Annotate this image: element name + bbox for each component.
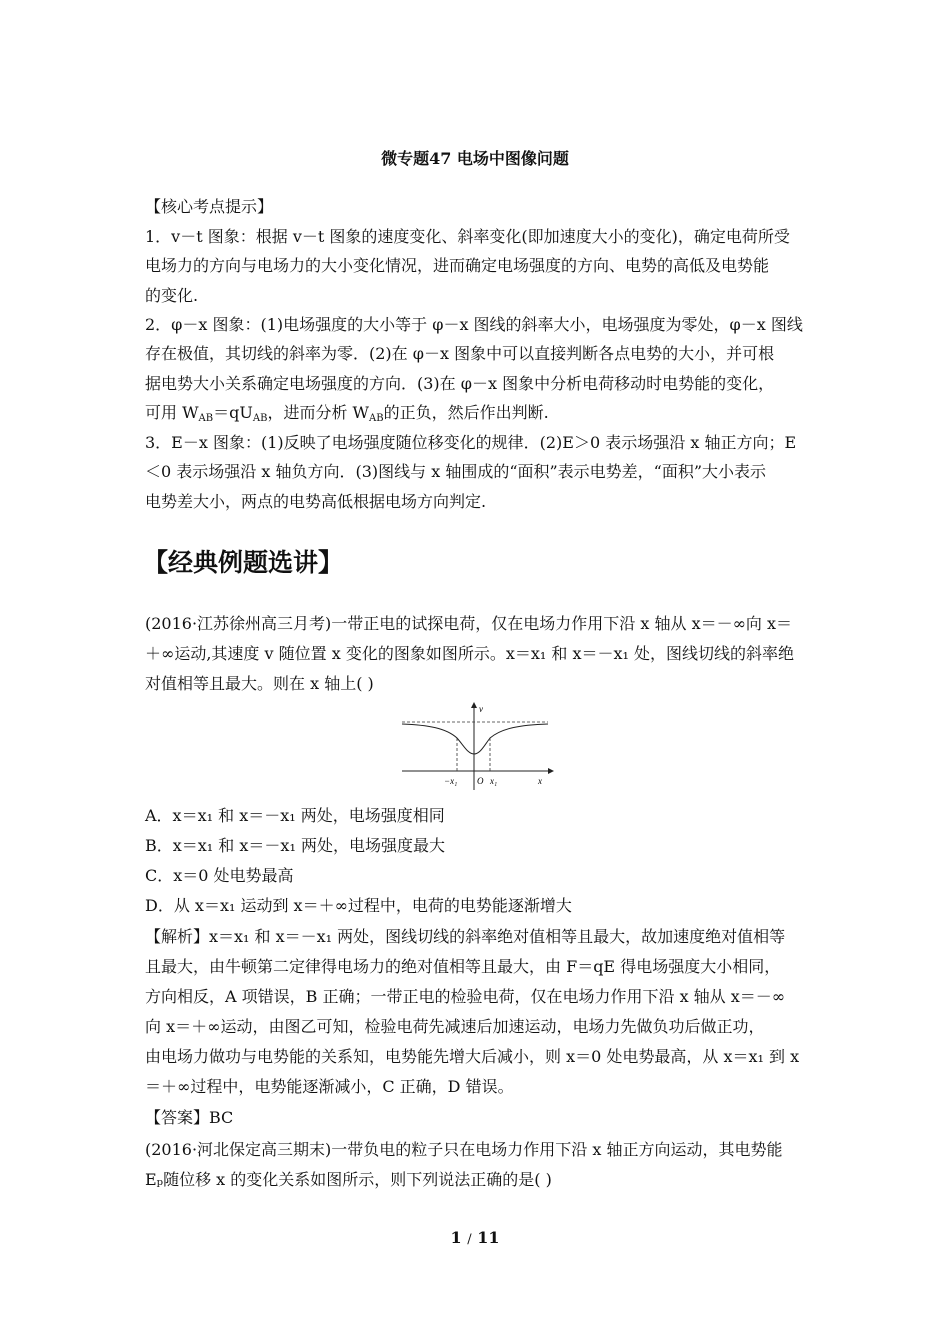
- core-p2-line4: 可用 $W_{AB}=qU_{AB}$，进而分析 $W_{AB}$的正负，然后作出判断.: [145, 403, 549, 424]
- core-p3-line1: 3．E－x 图象：(1)反映了电场强度随位移变化的规律．(2)E＞0 表示场强沿 x 轴正方向；E: [145, 433, 797, 452]
- core-p1-line2: 电场力的方向与电场力的大小变化情况，进而确定电场强度的方向、电势的高低及电势能: [145, 256, 770, 275]
- q2-line2: Eₚ随位移 x 的变化关系如图所示，则下列说法正确的是( ): [145, 1170, 552, 1189]
- q1-line1: (2016·江苏徐州高三月考)一带正电的试探电荷，仅在电场力作用下沿 x 轴从 x＝－∞向 x＝: [145, 614, 793, 633]
- v-axis-arrow: [471, 702, 477, 708]
- origin-label: O: [477, 776, 484, 786]
- q1-analysis-line5: 由电场力做功与电势能的关系知，电势能先增大后减小，则 x＝0 处电势最高，从 x＝x₁ 到 x: [145, 1047, 800, 1066]
- page-number: 1 / 11: [450, 1228, 500, 1247]
- core-p2-line2: 存在极值，其切线的斜率为零．(2)在 φ－x 图象中可以直接判断各点电势的大小，并可根: [145, 344, 775, 363]
- q2-line1: (2016·河北保定高三期末)一带负电的粒子只在电场力作用下沿 x 轴正方向运动，其电势能: [145, 1140, 783, 1159]
- core-p1-line3: 的变化.: [145, 286, 199, 305]
- x1-label: x₁: [490, 776, 498, 786]
- q1-analysis-line4: 向 x＝＋∞运动，由图乙可知，检验电荷先减速后加速运动，电场力先做负功后做正功，: [145, 1017, 765, 1036]
- page-title: 微专题47 电场中图像问题: [381, 149, 569, 168]
- core-p3-line2: ＜0 表示场强沿 x 轴负方向．(3)图线与 x 轴围成的“面积”表示电势差，“面积”大小表示: [145, 462, 767, 481]
- q1-option-a: A．x＝x₁ 和 x＝－x₁ 两处，电场强度相同: [145, 806, 445, 825]
- core-points-heading: 【核心考点提示】: [145, 197, 274, 216]
- q1-analysis-line1: 【解析】x＝x₁ 和 x＝－x₁ 两处，图线切线的斜率绝对值相等且最大，故加速度绝对值相等: [145, 927, 786, 946]
- axis-x-label: x: [538, 776, 542, 786]
- q1-option-d: D．从 x＝x₁ 运动到 x＝＋∞过程中，电荷的电势能逐渐增大: [145, 896, 572, 915]
- core-p1-line1: 1．v－t 图象：根据 v－t 图象的速度变化、斜率变化(即加速度大小的变化)，确定电荷所受: [145, 227, 790, 246]
- axis-v-label: v: [479, 704, 483, 714]
- core-p3-line3: 电势差大小，两点的电势高低根据电场方向判定.: [145, 492, 487, 511]
- q1-answer: 【答案】BC: [145, 1108, 234, 1127]
- q1-option-c: C．x＝0 处电势最高: [145, 866, 294, 885]
- q1-analysis-line6: ＝＋∞过程中，电势能逐渐减小，C 正确，D 错误。: [145, 1077, 514, 1096]
- q1-analysis-line2: 且最大，由牛顿第二定律得电场力的绝对值相等且最大，由 F＝qE 得电场强度大小相同，: [145, 957, 781, 976]
- x-axis-arrow: [548, 768, 554, 774]
- examples-heading: 【经典例题选讲】: [143, 548, 344, 577]
- q1-option-b: B．x＝x₁ 和 x＝－x₁ 两处，电场强度最大: [145, 836, 445, 855]
- core-p2-line1: 2．φ－x 图象：(1)电场强度的大小等于 φ－x 图线的斜率大小，电场强度为零处，φ－x 图线: [145, 315, 803, 334]
- q1-analysis-line3: 方向相反，A 项错误，B 正确；一带正电的检验电荷，仅在电场力作用下沿 x 轴从 x＝－∞: [145, 987, 786, 1006]
- q1-line3: 对值相等且最大。则在 x 轴上( ): [145, 674, 374, 693]
- velocity-position-figure: [398, 700, 558, 790]
- neg-x1-label: −x₁: [444, 776, 458, 786]
- core-p2-line3: 据电势大小关系确定电场强度的方向．(3)在 φ－x 图象中分析电荷移动时电势能的变化，: [145, 374, 775, 393]
- velocity-curve: [402, 724, 548, 754]
- q1-line2: ＋∞运动,其速度 v 随位置 x 变化的图象如图所示。x＝x₁ 和 x＝－x₁ 处，图线切线的斜率绝: [145, 644, 795, 663]
